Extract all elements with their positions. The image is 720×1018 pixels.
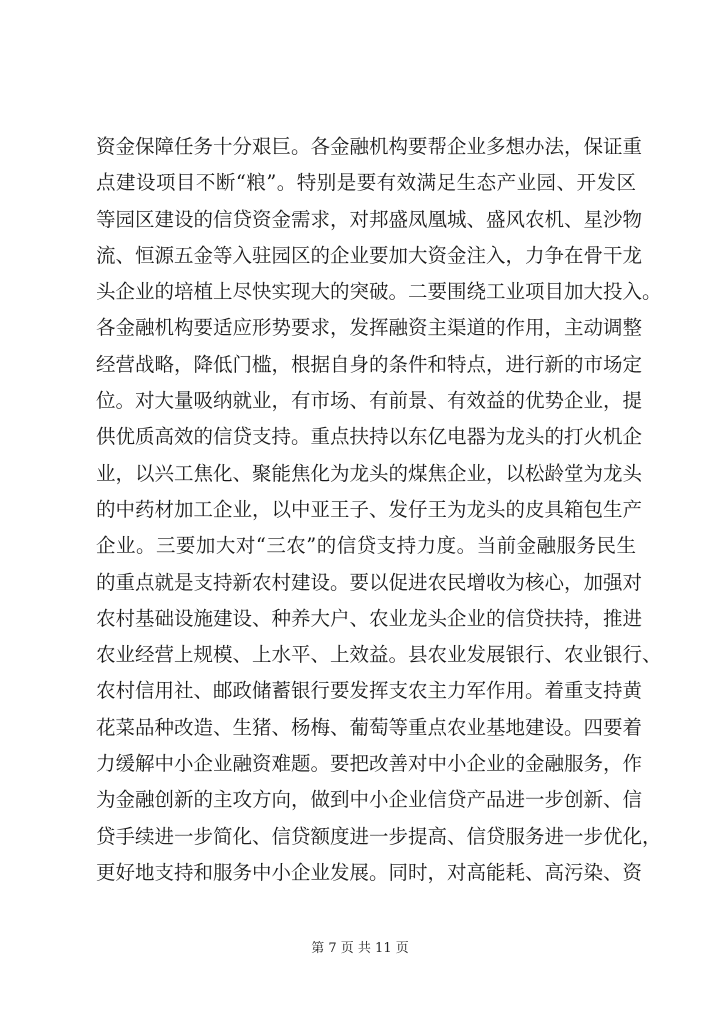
- text-line: 农业经营上规模、上水平、上效益。县农业发展银行、农业银行、: [96, 643, 662, 667]
- text-line: 流、恒源五金等入驻园区的企业要加大资金注入，力争在骨干龙: [96, 243, 643, 267]
- body-text: [96, 129, 662, 891]
- text-line: 更好地支持和服务中小企业发展。同时，对高能耗、高污染、资: [96, 860, 643, 884]
- text-line: 供优质高效的信贷支持。重点扶持以东亿电器为龙头的打火机企: [96, 425, 643, 449]
- text-line: 的中药材加工企业，以中亚王子、发仔王为龙头的皮具箱包生产: [96, 497, 643, 521]
- text-line: 为金融创新的主攻方向，做到中小企业信贷产品进一步创新、信: [96, 788, 643, 812]
- text-line: 业，以兴工焦化、聚能焦化为龙头的煤焦企业，以松龄堂为龙头: [96, 461, 643, 485]
- text-line: 企业。三要加大对“三农”的信贷支持力度。当前金融服务民生: [96, 534, 636, 558]
- text-line: 农村基础设施建设、种养大户、农业龙头企业的信贷扶持，推进: [96, 606, 643, 630]
- text-line: 经营战略，降低门槛，根据自身的条件和特点，进行新的市场定: [96, 352, 643, 376]
- text-line: 位。对大量吸纳就业，有市场、有前景、有效益的优势企业，提: [96, 389, 643, 413]
- text-line: 各金融机构要适应形势要求，发挥融资主渠道的作用，主动调整: [96, 316, 643, 340]
- text-line: 资金保障任务十分艰巨。各金融机构要帮企业多想办法，保证重: [96, 135, 643, 158]
- text-line: 的重点就是支持新农村建设。要以促进农民增收为核心，加强对: [96, 570, 643, 594]
- text-line: 贷手续进一步简化、信贷额度进一步提高、信贷服务进一步优化，: [96, 824, 662, 848]
- text-line: 头企业的培植上尽快实现大的突破。二要围绕工业项目加大投入。: [96, 280, 662, 304]
- text-line: 等园区建设的信贷资金需求，对邦盛凤凰城、盛风农机、星沙物: [96, 207, 643, 231]
- page-number-footer: 第 7 页 共 11 页: [311, 941, 409, 956]
- text-line: 农村信用社、邮政储蓄银行要发挥支农主力军作用。着重支持黄: [96, 679, 643, 703]
- text-line: 点建设项目不断“粮”。特别是要有效满足生态产业园、开发区: [96, 171, 636, 195]
- text-line: 花菜品种改造、生猪、杨梅、葡萄等重点农业基地建设。四要着: [96, 715, 643, 739]
- text-line: 力缓解中小企业融资难题。要把改善对中小企业的金融服务，作: [96, 752, 643, 776]
